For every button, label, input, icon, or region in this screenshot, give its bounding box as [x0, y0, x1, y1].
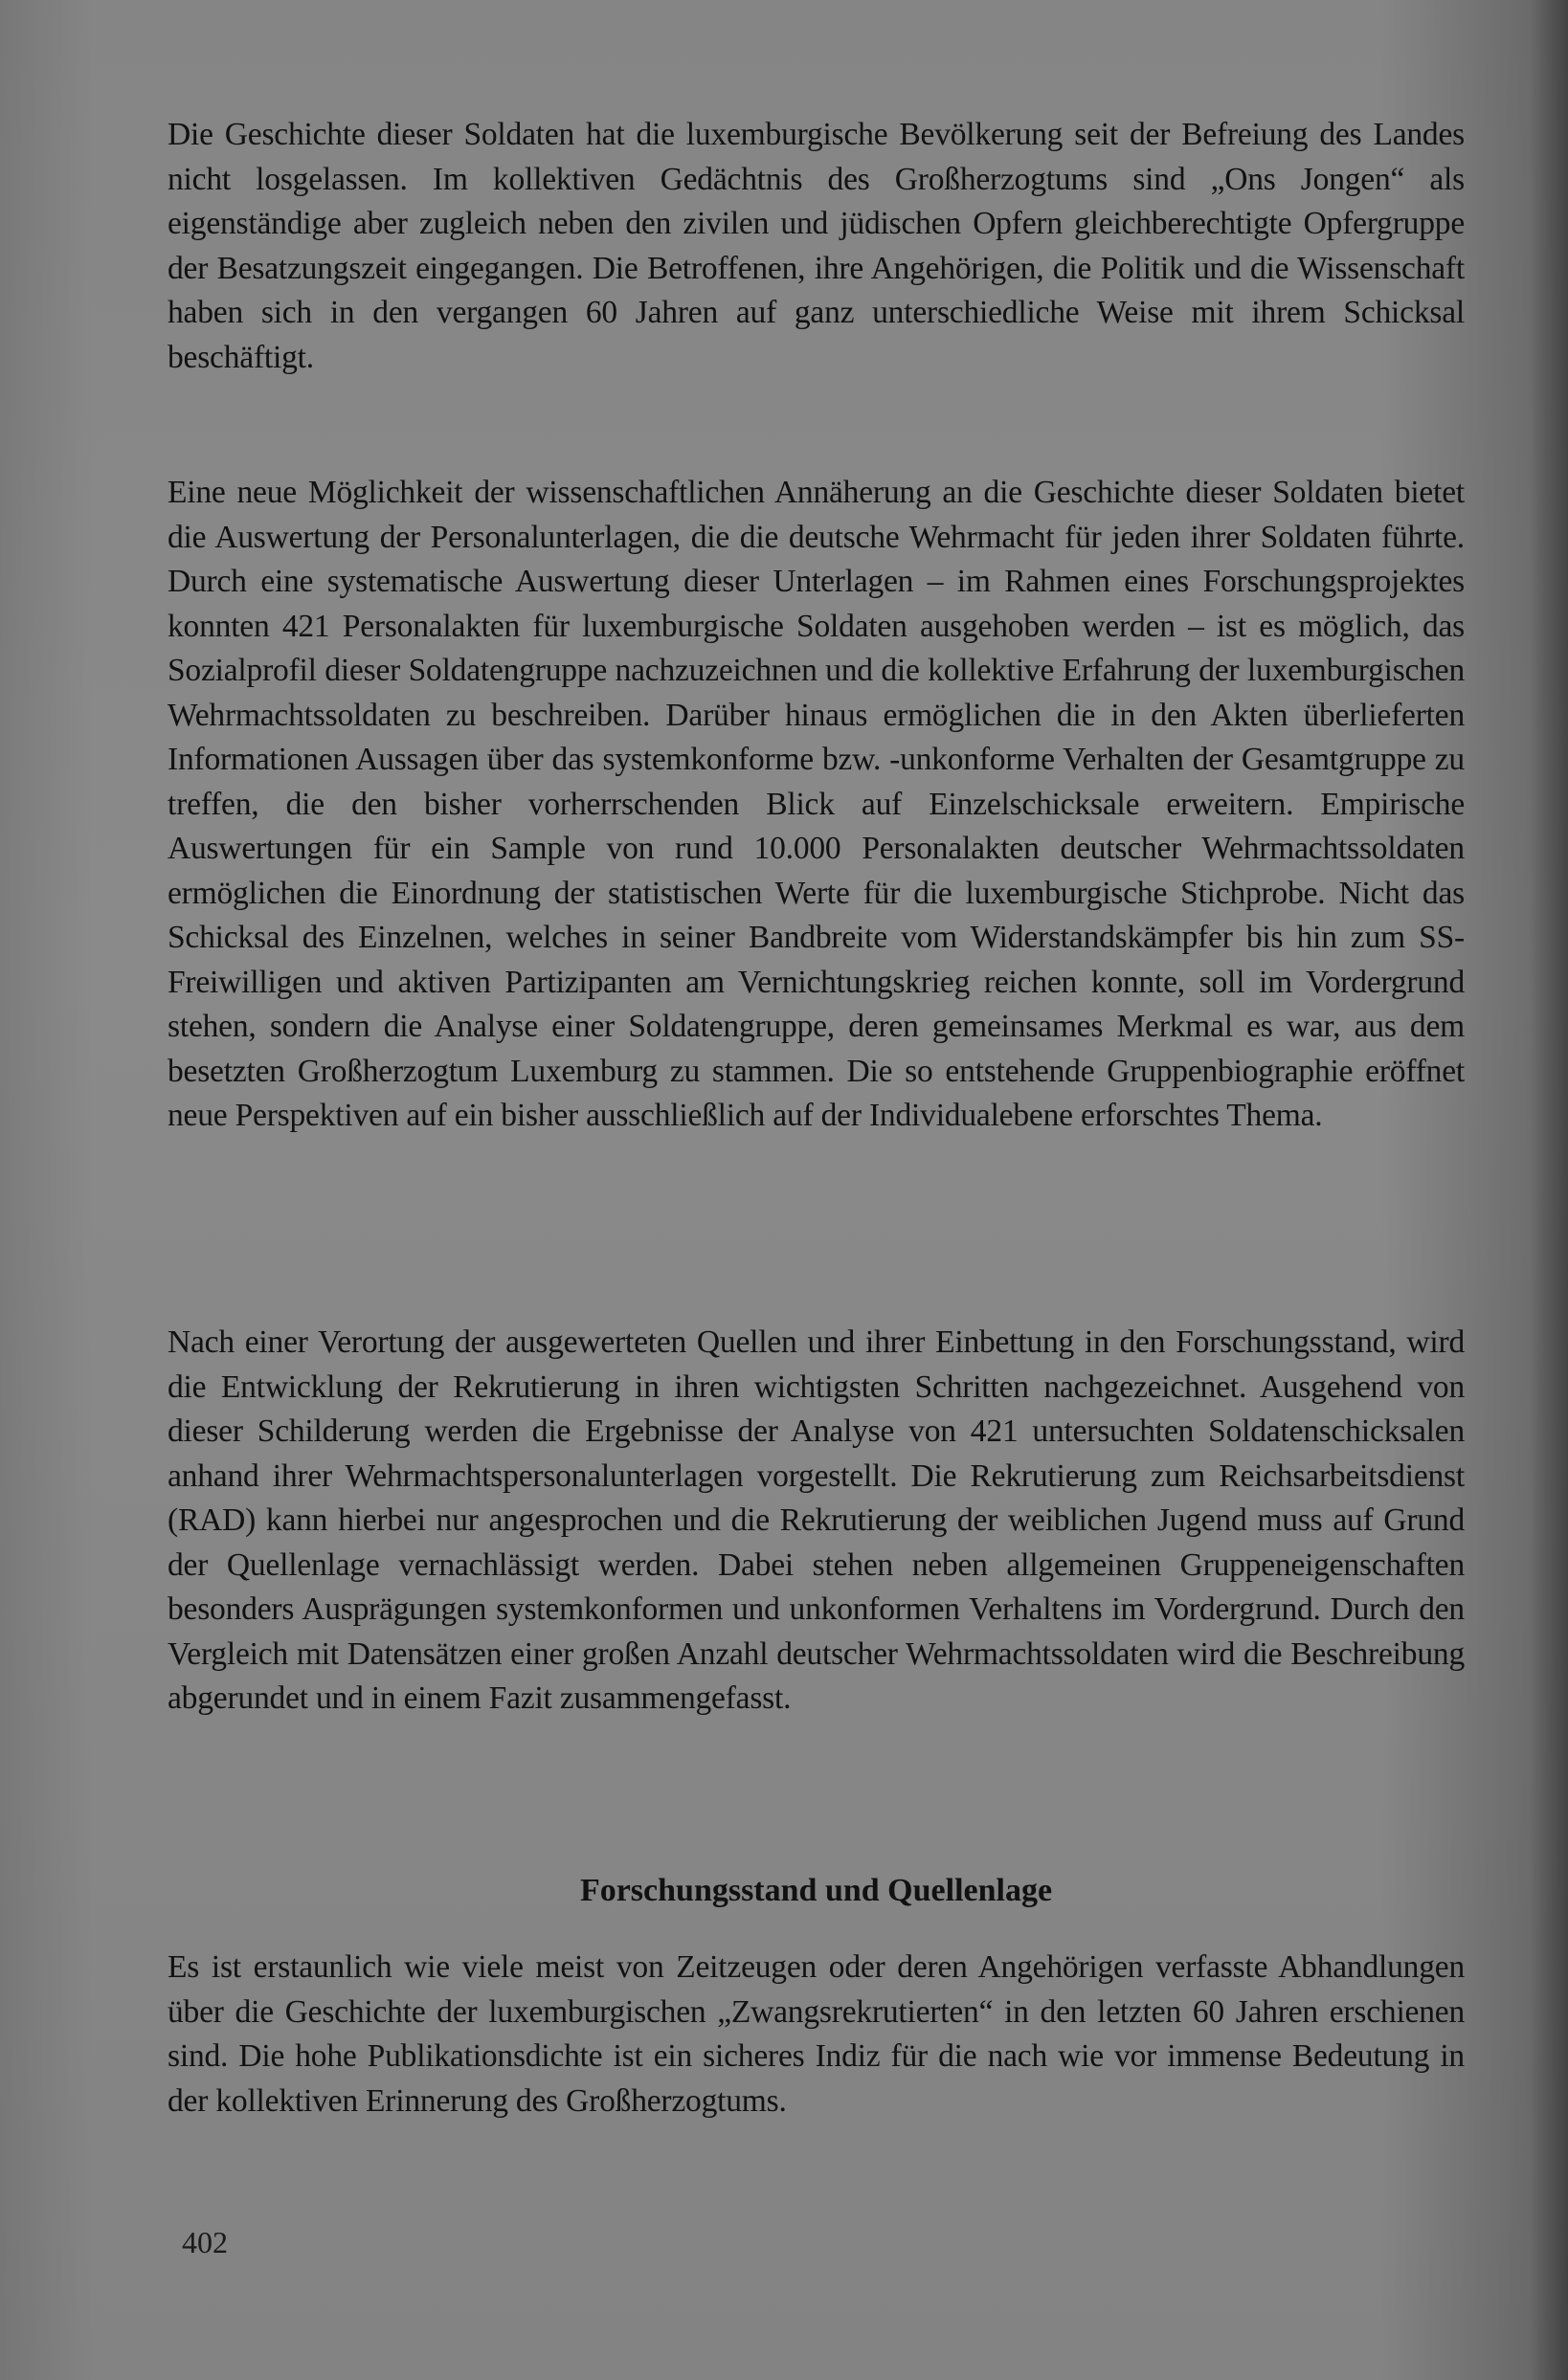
paragraph-text: Nach einer Verortung der ausgewerteten Quellen und ihrer Einbettung in den Forschungsstand, wird die Entwicklung der Rekrutierung in ihren wichtigsten Schritten nachgezeichnet. Ausgehend von dieser Schilderung werden die Ergebnisse der Analyse von 421 untersuchten Soldatenschicksalen anhand ihrer Wehrmachtspersonalunterlagen vorgestellt. Die Rekrutierung zum Reichsarbeitsdienst (RAD) kann hierbei nur angesprochen und die Rekrutierung der weiblichen Jugend muss auf Grund der Quellenlage vernachlässigt werden. Dabei stehen neben allgemeinen Gruppeneigenschaften besonders Ausprägungen systemkonformen und unkonformen Verhaltens im Vordergrund. Durch den Vergleich mit Datensätzen einer großen Anzahl deutscher Wehrmachtssoldaten wird die Beschreibung abgerundet und in einem Fazit zusammengefasst.	[168, 1324, 1465, 1716]
section-heading: Forschungsstand und Quellenlage	[579, 1873, 1053, 1908]
page-number: 402	[182, 2225, 228, 2259]
paragraph-text: Die Geschichte dieser Soldaten hat die luxemburgische Bevölkerung seit der Befreiung des Landes nicht losgelassen. Im kollektiven Gedächtnis des Großherzogtums sind „Ons Jongen“ als eigenständige aber zugleich neben den zivilen und jüdischen Opfern gleichberechtigte Opfergruppe der Besatzungszeit eingegangen. Die Betroffenen, ihre Angehörigen, die Politik und die Wissenschaft haben sich in den vergangen 60 Jahren auf ganz unterschiedliche Weise mit ihrem Schicksal beschäftigt.	[168, 117, 1465, 375]
paragraph-text: Eine neue Möglichkeit der wissenschaftlichen Annäherung an die Geschichte dieser Soldaten bietet die Auswertung der Personalunterlagen, die die deutsche Wehrmacht für jeden ihrer Soldaten führte. Durch eine systematische Auswertung dieser Unterlagen – im Rahmen eines Forschungsprojektes konnten 421 Personalakten für luxemburgische Soldaten ausgehoben werden – ist es möglich, das Sozialprofil dieser Soldatengruppe nachzuzeichnen und die kollektive Erfahrung der luxemburgischen Wehrmachtssoldaten zu beschreiben. Darüber hinaus ermöglichen die in den Akten überlieferten Informationen Aussagen über das systemkonforme bzw. -unkonforme Verhalten der Gesamtgruppe zu treffen, die den bisher vorherrschenden Blick auf Einzelschicksale erweitern. Empirische Auswertungen für ein Sample von rund 10.000 Personalakten deutscher Wehrmachtssoldaten ermöglichen die Einordnung der statistischen Werte für die luxemburgische Stichprobe. Nicht das Schicksal des Einzelnen, welches in seiner Bandbreite vom Widerstandskämpfer bis hin zum SS-Freiwilligen und aktiven Partizipanten am Vernichtungskrieg reichen konnte, soll im Vordergrund stehen, sondern die Analyse einer Soldatengruppe, deren gemeinsames Merkmal es war, aus dem besetzten Großherzogtum Luxemburg zu stammen. Die so entstehende Gruppenbiographie eröffnet neue Perspektiven auf ein bisher ausschließlich auf der Individualebene erforschtes Thema.	[168, 475, 1465, 1133]
paragraph-2	[168, 471, 1465, 1139]
paragraph-1	[168, 113, 1465, 380]
page-gutter-shadow	[1530, 0, 1568, 2380]
paragraph-3	[168, 1321, 1465, 1722]
paragraph-4	[168, 1946, 1465, 2124]
paragraph-text: Es ist erstaunlich wie viele meist von Zeitzeugen oder deren Angehörigen verfasste Abhandlungen über die Geschichte der luxemburgischen „Zwangsrekrutierten“ in den letzten 60 Jahren erschienen sind. Die hohe Publikationsdichte ist ein sicheres Indiz für die nach wie vor immense Bedeutung in der kollektiven Erinnerung des Großherzogtums.	[168, 1949, 1465, 2119]
